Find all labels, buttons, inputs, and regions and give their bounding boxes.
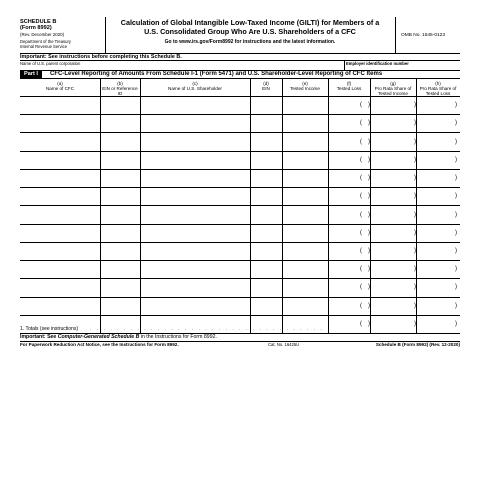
paren-mark: ) bbox=[455, 193, 457, 200]
paren-mark: ) bbox=[414, 266, 416, 273]
paren-mark: ) bbox=[368, 229, 370, 236]
col-b-header bbox=[100, 81, 140, 97]
ein-label: Employer identification number bbox=[346, 60, 409, 66]
paren-mark: ) bbox=[368, 211, 370, 218]
paren-mark: ) bbox=[455, 229, 457, 236]
table-row[interactable] bbox=[20, 96, 460, 114]
paren-mark: ) bbox=[414, 211, 416, 218]
column-divider bbox=[250, 79, 251, 333]
table-row[interactable] bbox=[20, 169, 460, 187]
paren-mark: ( bbox=[360, 175, 362, 182]
col-b-letter: (b) bbox=[117, 81, 123, 86]
paren-mark: ) bbox=[455, 320, 457, 327]
table-row[interactable] bbox=[20, 242, 460, 260]
part-title: CFC-Level Reporting of Amounts From Schedule I-1 (Form 5471) and U.S. Shareholder-Level Reporting of CFC Items bbox=[50, 71, 383, 77]
col-f-letter: (f) bbox=[346, 81, 352, 86]
col-d-header bbox=[250, 81, 282, 91]
paren-mark: ) bbox=[368, 266, 370, 273]
table-row[interactable] bbox=[20, 132, 460, 150]
paren-mark: ( bbox=[360, 247, 362, 254]
ein-divider bbox=[344, 60, 345, 70]
table-row[interactable] bbox=[20, 278, 460, 296]
paren-mark: ) bbox=[368, 284, 370, 291]
paren-mark: ) bbox=[455, 247, 457, 254]
paren-mark: ) bbox=[414, 138, 416, 145]
part-label: Part I bbox=[20, 71, 42, 78]
important-bottom bbox=[20, 334, 217, 340]
paren-mark: ) bbox=[455, 302, 457, 309]
column-divider bbox=[282, 79, 283, 333]
paren-mark: ( bbox=[360, 302, 362, 309]
column-divider bbox=[370, 79, 371, 333]
col-a-letter: (a) bbox=[57, 81, 63, 86]
paren-mark: ) bbox=[414, 247, 416, 254]
paren-mark: ) bbox=[368, 320, 370, 327]
col-a-label: Name of CFC bbox=[45, 86, 75, 92]
paren-mark: ) bbox=[414, 302, 416, 309]
title-line-2: U.S. Consolidated Group Who Are U.S. Shareholders of a CFC bbox=[144, 27, 356, 36]
paren-mark: ( bbox=[360, 120, 362, 127]
col-a-header bbox=[20, 81, 100, 91]
footer-cat: Cat. No. 16425U bbox=[268, 342, 300, 347]
paren-mark: ( bbox=[360, 102, 362, 109]
paren-mark: ( bbox=[360, 284, 362, 291]
table-row[interactable] bbox=[20, 297, 460, 315]
paren-mark: ( bbox=[360, 156, 362, 163]
paren-mark: ) bbox=[368, 247, 370, 254]
table-row[interactable] bbox=[20, 151, 460, 169]
goto-line: Go to www.irs.gov/Form8992 for instructions and the latest information. bbox=[164, 39, 336, 45]
col-f-label: Tested Loss bbox=[336, 86, 362, 92]
paren-mark: ( bbox=[360, 229, 362, 236]
column-divider bbox=[328, 79, 329, 333]
schedule-label: SCHEDULE B bbox=[20, 19, 57, 25]
paren-mark: ( bbox=[360, 266, 362, 273]
parent-name-label: Name of U.S. parent corporation bbox=[20, 60, 81, 66]
col-c-header bbox=[140, 81, 250, 91]
totals-label bbox=[20, 326, 78, 332]
paren-mark: ) bbox=[368, 193, 370, 200]
col-e-label: Tested Income bbox=[290, 86, 320, 92]
table-row[interactable] bbox=[20, 224, 460, 242]
department: Department of the Treasury bbox=[20, 39, 71, 44]
table-row[interactable] bbox=[20, 114, 460, 132]
table-row[interactable] bbox=[20, 187, 460, 205]
paren-mark: ( bbox=[360, 211, 362, 218]
col-e-letter: (e) bbox=[302, 81, 308, 86]
paren-mark: ) bbox=[414, 284, 416, 291]
paren-mark: ) bbox=[455, 266, 457, 273]
col-b-label: EIN or Reference ID bbox=[102, 86, 138, 97]
paren-mark: ) bbox=[368, 102, 370, 109]
col-h-header bbox=[416, 81, 460, 97]
col-c-letter: (c) bbox=[192, 81, 198, 86]
omb-number: OMB No. 1545-0123 bbox=[401, 33, 445, 38]
important-top-text: Important: See instructions before completing this Schedule B. bbox=[20, 53, 182, 60]
paren-mark: ) bbox=[368, 156, 370, 163]
totals-label-text: 1. Totals (see instructions) bbox=[20, 326, 78, 332]
paren-mark: ) bbox=[414, 102, 416, 109]
paren-mark: ) bbox=[455, 175, 457, 182]
paren-mark: ) bbox=[455, 211, 457, 218]
totals-leader-dots: . . . . . . . . . . . . . . . . . . . . . . . . . . . . . . . . . . . bbox=[90, 325, 324, 332]
rule-below-part bbox=[20, 78, 460, 79]
rev-date: (Rev. December 2020) bbox=[20, 32, 65, 37]
table-row[interactable] bbox=[20, 260, 460, 278]
paren-mark: ) bbox=[414, 193, 416, 200]
paren-mark: ) bbox=[455, 120, 457, 127]
col-d-label: EIN bbox=[262, 86, 270, 92]
col-d-letter: (d) bbox=[263, 81, 269, 86]
title-box-right-border bbox=[395, 17, 396, 53]
col-g-letter: (g) bbox=[390, 81, 396, 86]
paren-mark: ) bbox=[414, 175, 416, 182]
column-divider bbox=[416, 79, 417, 333]
paren-mark: ( bbox=[360, 193, 362, 200]
paren-mark: ) bbox=[368, 138, 370, 145]
paren-mark: ) bbox=[414, 229, 416, 236]
paren-mark: ) bbox=[455, 138, 457, 145]
paren-mark: ) bbox=[414, 120, 416, 127]
form-ref: (Form 8992) bbox=[20, 25, 52, 31]
irs: Internal Revenue Service bbox=[20, 43, 68, 49]
column-divider bbox=[140, 79, 141, 333]
paren-mark: ) bbox=[368, 175, 370, 182]
col-h-letter: (h) bbox=[435, 81, 441, 86]
paren-mark: ) bbox=[455, 102, 457, 109]
col-c-label: Name of U.S. Shareholder bbox=[168, 86, 222, 92]
paren-mark: ) bbox=[368, 120, 370, 127]
col-f-header bbox=[328, 81, 370, 91]
paren-mark: ( bbox=[360, 138, 362, 145]
col-g-header bbox=[370, 81, 416, 97]
important-bottom-emph: Computer-Generated Schedule B bbox=[57, 334, 140, 340]
col-g-label: Pro Rata Share of Tested Income bbox=[374, 86, 412, 97]
col-h-label: Pro Rata Share of Tested Loss bbox=[419, 86, 457, 97]
footer-left: For Paperwork Reduction Act Notice, see the Instructions for Form 8992. bbox=[20, 342, 179, 347]
table-row[interactable] bbox=[20, 205, 460, 223]
col-e-header bbox=[282, 81, 328, 91]
important-bottom-suffix: in the Instructions for Form 8992. bbox=[139, 334, 217, 340]
important-bottom-prefix: Important: See bbox=[20, 334, 58, 340]
paren-mark: ) bbox=[455, 284, 457, 291]
footer-right: Schedule B (Form 8992) (Rev. 12-2020) bbox=[375, 342, 460, 347]
column-divider bbox=[100, 79, 101, 333]
important-top bbox=[20, 54, 182, 60]
paren-mark: ) bbox=[414, 156, 416, 163]
paren-mark: ) bbox=[368, 302, 370, 309]
paren-mark: ) bbox=[455, 156, 457, 163]
title-line-1: Calculation of Global Intangible Low-Taxed Income (GILTI) for Members of a bbox=[120, 18, 380, 27]
paren-mark: ) bbox=[414, 320, 416, 327]
paren-mark: ( bbox=[360, 320, 362, 327]
